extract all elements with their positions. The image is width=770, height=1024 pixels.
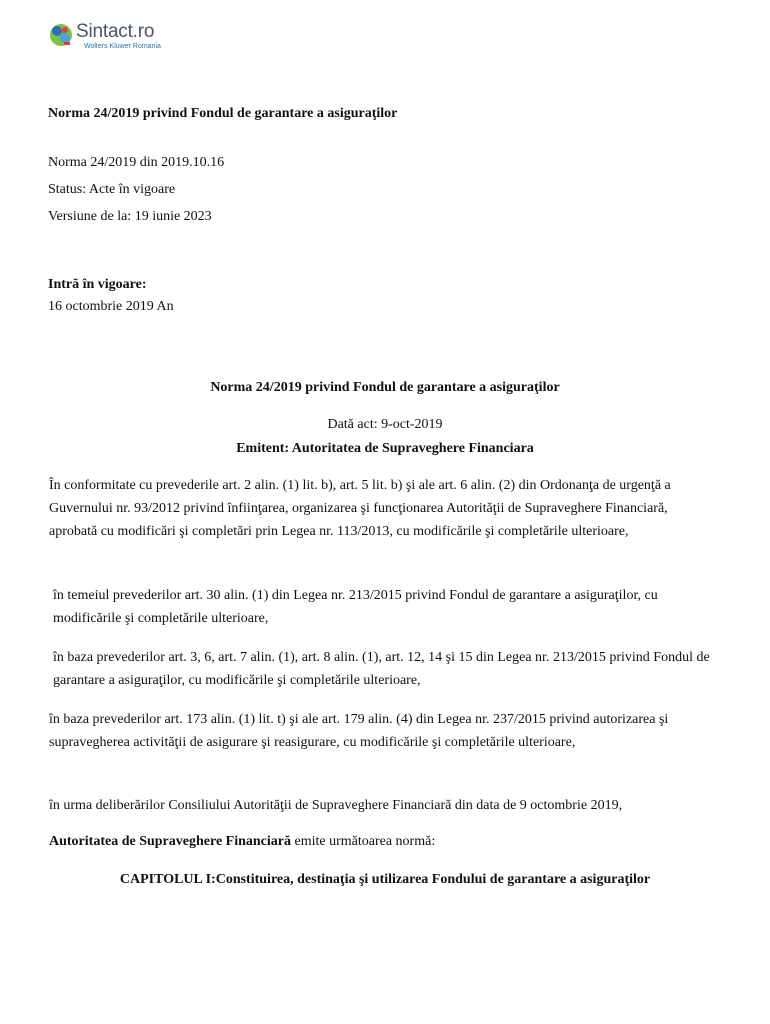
in-force-value: 16 octombrie 2019 An	[48, 299, 174, 314]
body-title: Norma 24/2019 privind Fondul de garantare a asiguraţilor	[210, 380, 560, 395]
meta-status: Status: Acte în vigoare	[48, 182, 176, 197]
paragraph-1: În conformitate cu prevederile art. 2 alin. (1) lit. b), art. 5 lit. b) şi ale art. 6 alin. (2) din Ordonanţa de urgenţă a Guvernului nr. 93/2012 privind înfiinţarea, organizarea şi funcţionarea Autorităţii de Supraveghere Financiară, aprobată cu modificări şi completări prin Legea nr. 113/2013, cu modificările şi completările ulterioare,	[49, 478, 671, 539]
issuer-name: Autoritatea de Supraveghere Financiară	[49, 834, 291, 849]
sintact-logo	[48, 22, 161, 54]
paragraph-4: în baza prevederilor art. 173 alin. (1) lit. t) şi ale art. 179 alin. (4) din Legea nr. 237/2015 privind autorizarea şi supravegherea activităţii de asigurare şi reasigurare, cu modificările şi completările ulterioare,	[49, 712, 669, 750]
issuer-action: emite următoarea normă:	[291, 834, 436, 849]
chapter-heading: CAPITOLUL I:Constituirea, destinaţia şi utilizarea Fondului de garantare a asiguraţilor	[119, 872, 651, 887]
act-date: Dată act: 9-oct-2019	[327, 417, 443, 432]
in-force-label: Intră în vigoare:	[48, 277, 147, 292]
issuer-line: Emitent: Autoritatea de Supraveghere Financiara	[236, 441, 534, 456]
sintact-globe-icon	[48, 22, 74, 48]
meta-version: Versiune de la: 19 iunie 2023	[48, 209, 212, 224]
paragraph-5: în urma deliberărilor Consiliului Autorităţii de Supraveghere Financiară din data de 9 octombrie 2019,	[49, 798, 623, 813]
logo-tagline: Wolters Kluwer Romania	[84, 43, 161, 50]
paragraph-3: în baza prevederilor art. 3, 6, art. 7 alin. (1), art. 8 alin. (1), art. 12, 14 şi 15 din Legea nr. 213/2015 privind Fondul de garantare a asiguraţilor, cu modificările şi completările ulterioare,	[53, 650, 710, 688]
meta-date: Norma 24/2019 din 2019.10.16	[48, 155, 225, 170]
document-title: Norma 24/2019 privind Fondul de garantare a asiguraţilor	[48, 106, 398, 121]
issuer-statement	[49, 830, 709, 853]
paragraph-2: în temeiul prevederilor art. 30 alin. (1) din Legea nr. 213/2015 privind Fondul de garantare a asiguraţilor, cu modificările şi completările ulterioare,	[53, 588, 658, 626]
logo-name: Sintact.ro	[76, 21, 155, 42]
